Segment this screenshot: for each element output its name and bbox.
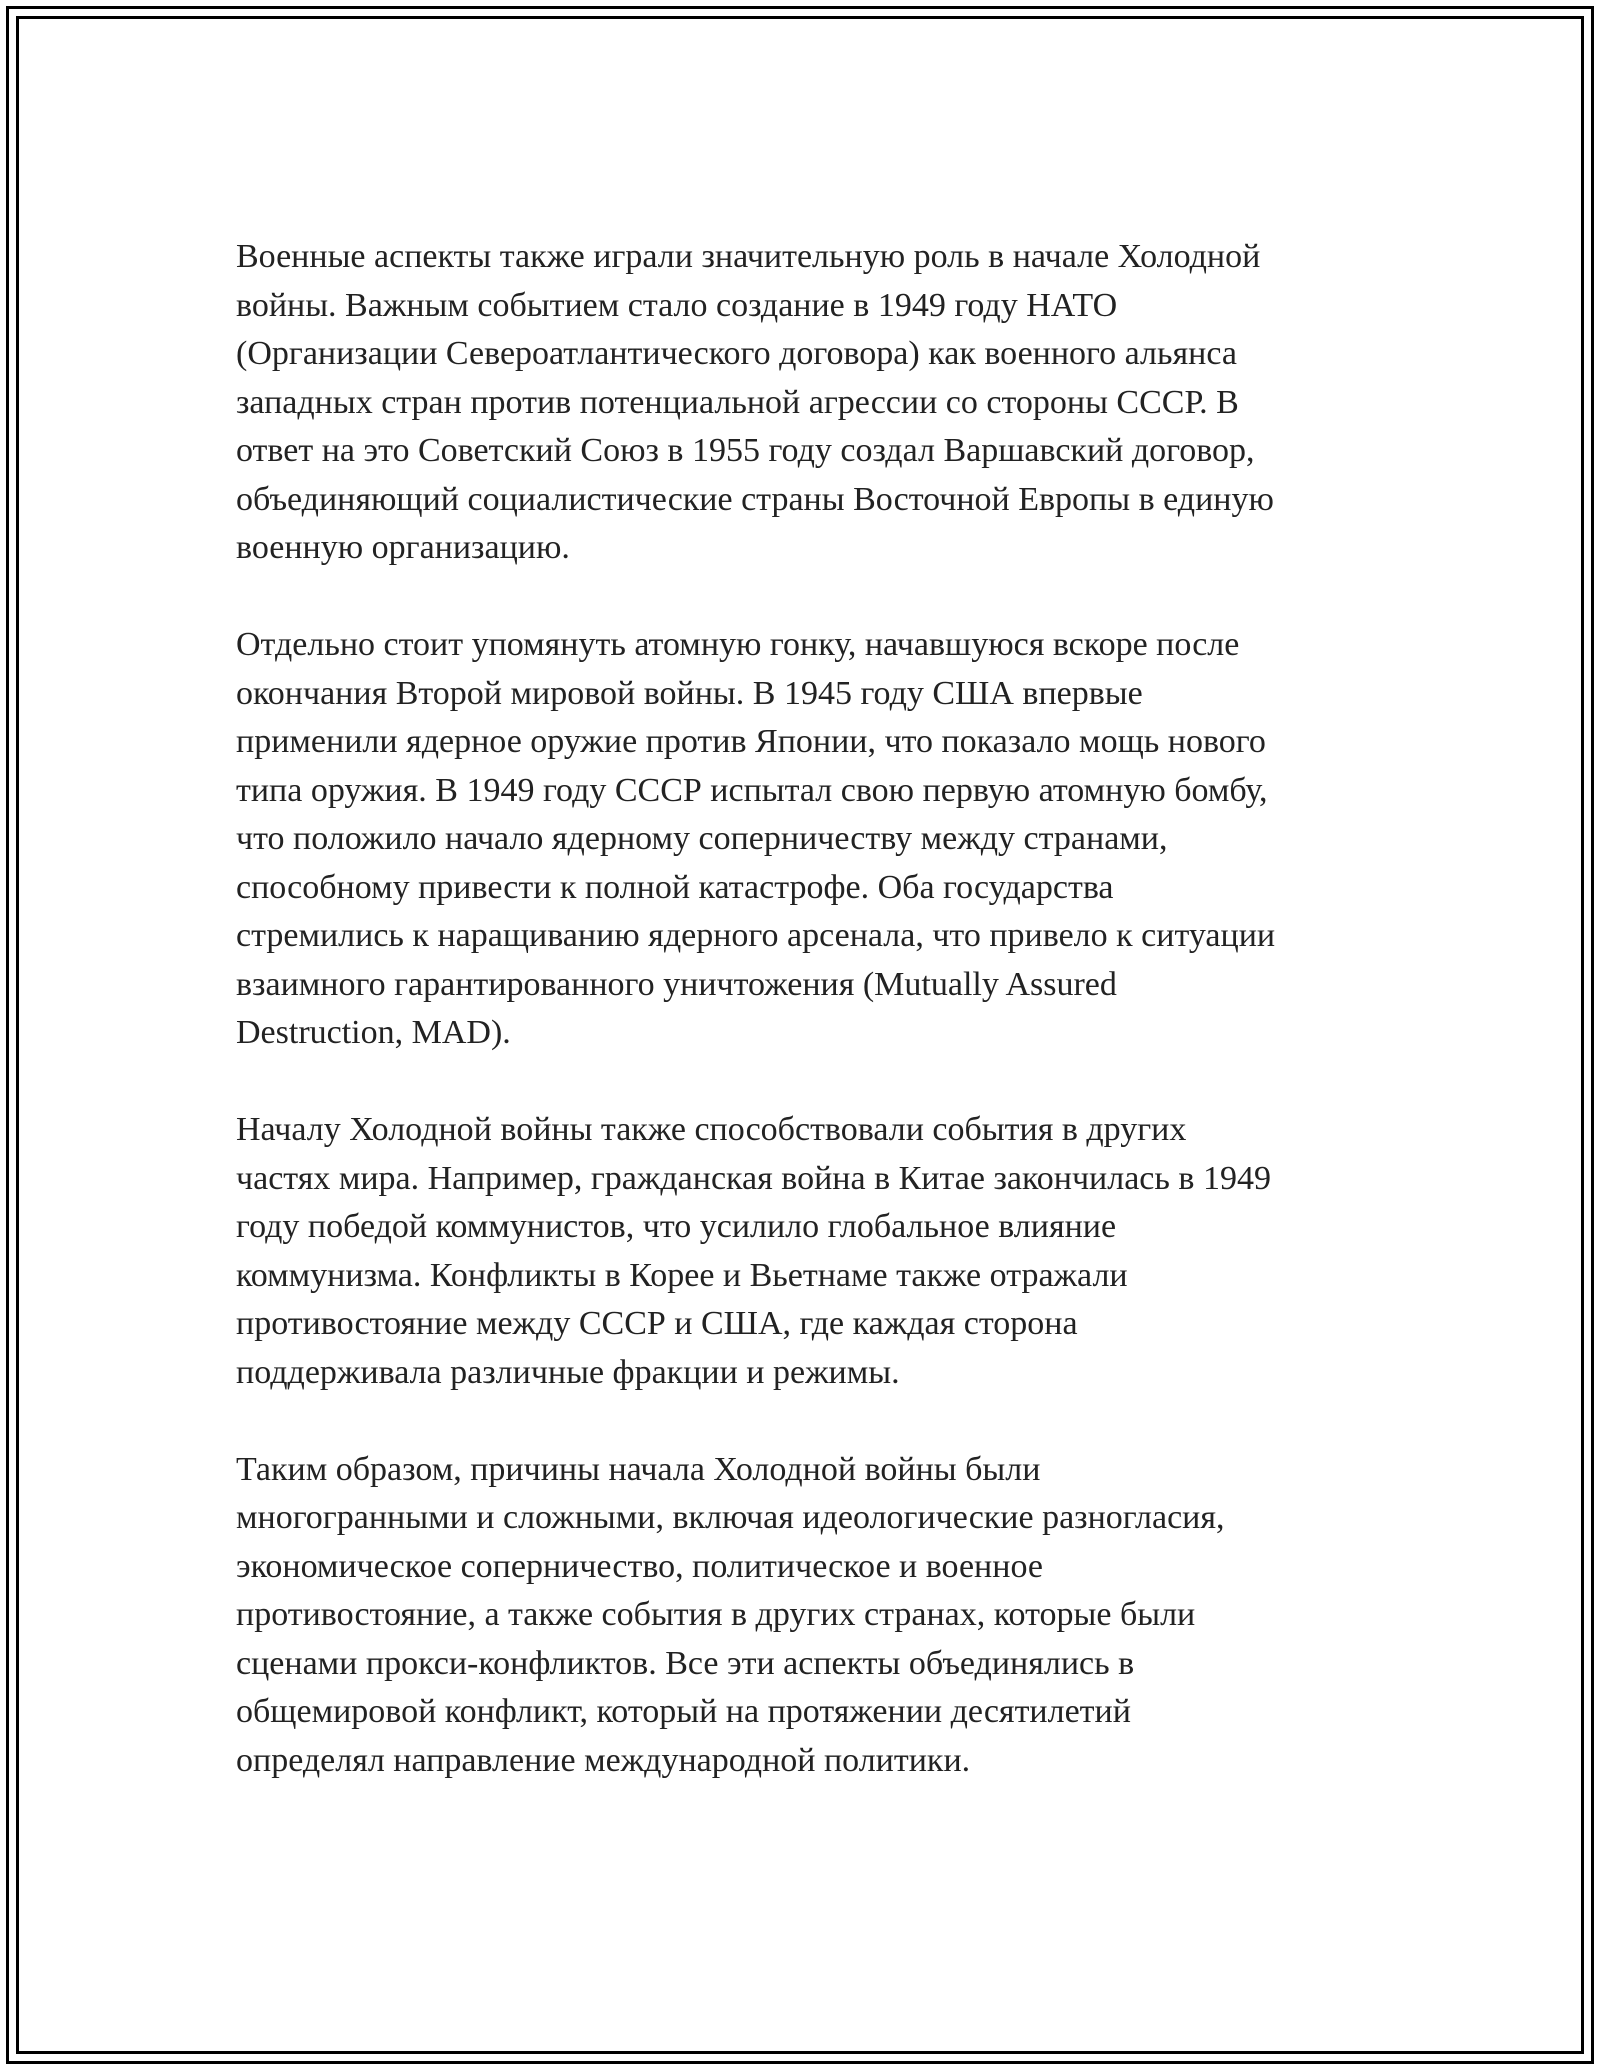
document-body <box>236 233 1376 1834</box>
paragraph-conclusion: Таким образом, причины начала Холодной войны были многогранными и сложными, включая идеологические разногласия, экономическое соперничество, политическое и военное противостояние, а также события в других странах, которые были сценами прокси-конфликтов. Все эти аспекты объединялись в общемировой конфликт, который на протяжении десятилетий определял направление международной политики. <box>236 1450 1225 1779</box>
paragraph-nuclear-race: Отдельно стоит упомянуть атомную гонку, начавшуюся вскоре после окончания Второй мировой войны. В 1945 году США впервые применили ядерное оружие против Японии, что показало мощь нового типа оружия. В 1949 году СССР испытал свою первую атомную бомбу, что положило начало ядерному соперничеству между странами, способному привести к полной катастрофе. Оба государства стремились к наращиванию ядерного арсенала, что привело к ситуации взаимного гарантированного уничтожения (Mutually Assured Destruction, MAD). <box>236 626 1276 1051</box>
paragraph-military-aspects: Военные аспекты также играли значительную роль в начале Холодной войны. Важным событием стало создание в 1949 году НАТО (Организации Североатлантического договора) как военного альянса западных стран против потенциальной агрессии со стороны СССР. В ответ на это Советский Союз в 1955 году создал Варшавский договор, объединяющий социалистические страны Восточной Европы в единую военную организацию. <box>236 238 1274 566</box>
paragraph-world-events: Началу Холодной войны также способствовали события в других частях мира. Например, гражданская война в Китае закончилась в 1949 году победой коммунистов, что усилило глобальное влияние коммунизма. Конфликты в Корее и Вьетнаме также отражали противостояние между СССР и США, где каждая сторона поддерживала различные фракции и режимы. <box>236 1111 1271 1391</box>
